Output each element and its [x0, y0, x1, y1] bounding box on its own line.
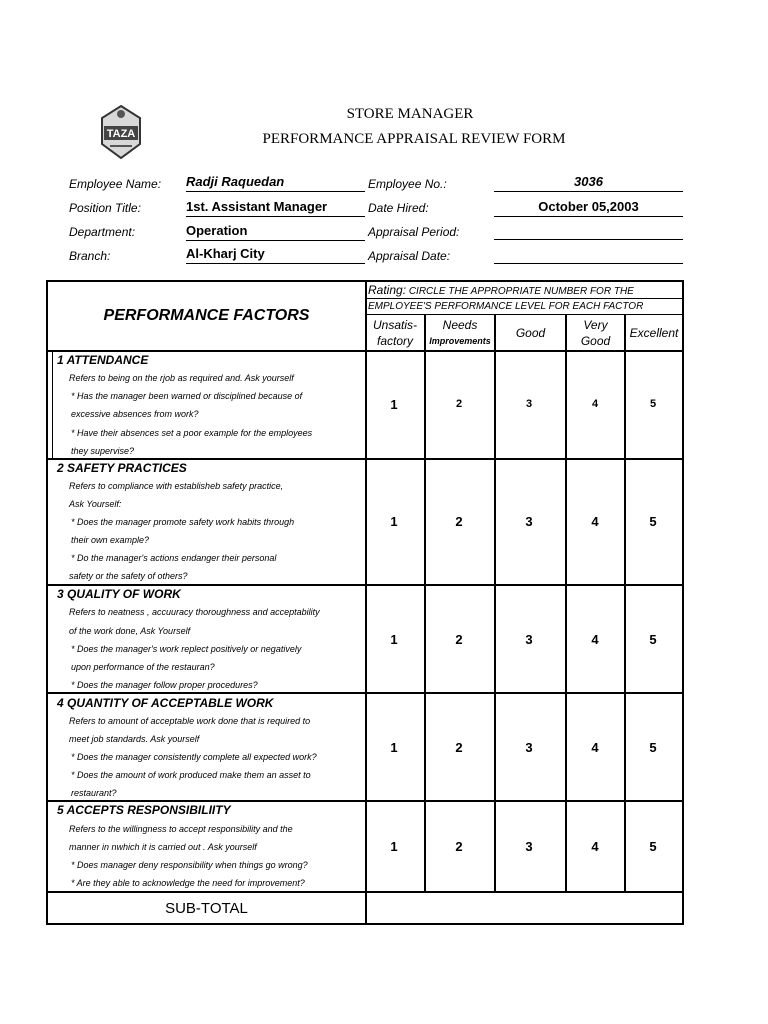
factor-desc-line: Refers to compliance with establisheb safety practice, [69, 481, 284, 491]
factor-desc-line: manner in nwhich it is carried out . Ask yourself [69, 842, 257, 852]
rating-option[interactable]: 1 [390, 740, 398, 755]
col-head-unsatisfactory: Unsatis- factory [372, 318, 417, 348]
rating-option[interactable]: 2 [455, 398, 463, 410]
performance-factors-heading: PERFORMANCE FACTORS [103, 307, 310, 324]
appraisal-period-value[interactable] [494, 222, 683, 240]
factor-desc-line: * Does the manager follow proper procedures? [71, 680, 258, 690]
factor-desc-line: Refers to amount of acceptable work done that is required to [69, 716, 311, 726]
rating-option[interactable]: 1 [390, 514, 398, 529]
row1-inner-border [52, 352, 53, 458]
factor-desc-line: safety or the safety of others? [69, 571, 188, 581]
rating-option[interactable]: 4 [591, 740, 599, 755]
factor-desc-line: * Has the manager been warned or disciplined because of [71, 391, 303, 401]
rating-option[interactable]: 5 [649, 740, 657, 755]
logo-text: TAZA [106, 128, 136, 140]
rating-option[interactable]: 2 [455, 632, 463, 647]
rating-option[interactable]: 4 [591, 839, 599, 854]
rating-option[interactable]: 4 [591, 514, 599, 529]
factor-title: 2 SAFETY PRACTICES [57, 461, 187, 475]
col-divider-3 [565, 314, 567, 893]
col-divider-factors [365, 280, 367, 925]
company-logo [96, 104, 146, 160]
factor-desc-line: * Does the manager consistently complete all expected work? [71, 752, 317, 762]
factor-desc-line: meet job standards. Ask yourself [69, 734, 200, 744]
rating-option[interactable]: 5 [649, 839, 657, 854]
form-title-line2: PERFORMANCE APPRAISAL REVIEW FORM [262, 131, 566, 147]
factor-desc-line: * Does the amount of work produced make them an asset to [71, 770, 311, 780]
rating-option[interactable]: 3 [525, 632, 533, 647]
factor-desc-line: Refers to being on the rjob as required and. Ask yourself [69, 373, 294, 383]
factor-desc-line: * Are they able to acknowledge the need for improvement? [71, 878, 305, 888]
subtotal-value-cell[interactable] [367, 893, 682, 923]
position-title-value[interactable]: 1st. Assistant Manager [186, 199, 365, 217]
rating-option[interactable]: 1 [390, 632, 398, 647]
branch-value[interactable]: Al-Kharj City [186, 246, 365, 264]
factor-desc-line: restaurant? [71, 788, 117, 798]
branch-label: Branch: [69, 249, 111, 263]
factor-desc-line: Refers to the willingness to accept responsibility and the [69, 824, 293, 834]
header-bottom-line [46, 350, 684, 352]
rating-instruction-line2: EMPLOYEE'S PERFORMANCE LEVEL FOR EACH FACTOR [368, 301, 644, 312]
factor-desc-line: excessive absences from work? [71, 409, 199, 419]
appraisal-period-label: Appraisal Period: [368, 225, 460, 239]
factor-desc-line: * Does the manager promote safety work habits through [71, 517, 295, 527]
col-head-good: Good [515, 326, 546, 340]
rating-option[interactable]: 2 [455, 740, 463, 755]
employee-name-value[interactable]: Radji Raquedan [186, 174, 365, 192]
col-head-excellent: Excellent [629, 326, 679, 340]
factor-desc-line: their own example? [71, 535, 150, 545]
rating-option[interactable]: 1 [390, 839, 398, 854]
rating-option[interactable]: 2 [455, 839, 463, 854]
col-head-very-good: Very Good [580, 318, 611, 348]
employee-no-label: Employee No.: [368, 177, 447, 191]
row-separator-1 [46, 458, 684, 460]
factor-desc-line: upon performance of the restauran? [71, 662, 215, 672]
row-separator-3 [46, 692, 684, 694]
rating-divider-2 [365, 314, 684, 315]
rating-divider-1 [365, 298, 684, 299]
factor-desc-line: * Does manager deny responsibility when things go wrong? [71, 860, 308, 870]
rating-option[interactable]: 4 [591, 398, 599, 410]
employee-no-value[interactable]: 3036 [494, 174, 683, 192]
row-separator-2 [46, 584, 684, 586]
factor-title: 4 QUANTITY OF ACCEPTABLE WORK [57, 696, 274, 710]
col-head-needs-improvement: Needs Improvements [429, 318, 491, 346]
date-hired-label: Date Hired: [368, 201, 429, 215]
factor-desc-line: Ask Yourself: [69, 499, 122, 509]
factor-title: 3 QUALITY OF WORK [57, 587, 181, 601]
rating-option[interactable]: 5 [649, 514, 657, 529]
rating-option[interactable]: 2 [455, 514, 463, 529]
col-divider-4 [624, 314, 626, 893]
factor-desc-line: * Do the manager's actions endanger their personal [71, 553, 277, 563]
rating-instruction-line1: Rating: CIRCLE THE APPROPRIATE NUMBER FOR THE [368, 283, 634, 297]
appraisal-date-label: Appraisal Date: [368, 249, 451, 263]
factor-desc-line: * Have their absences set a poor example for the employees [71, 428, 313, 438]
appraisal-date-value[interactable] [494, 246, 683, 264]
rating-option[interactable]: 5 [649, 398, 657, 410]
col-divider-1 [424, 314, 426, 893]
form-title-line1: STORE MANAGER [346, 106, 474, 122]
col-divider-2 [494, 314, 496, 893]
subtotal-label: SUB-TOTAL [165, 900, 248, 917]
rating-option[interactable]: 3 [525, 398, 533, 410]
factor-desc-line: Refers to neatness , accuuracy thoroughness and acceptability [69, 607, 320, 617]
rating-option[interactable]: 4 [591, 632, 599, 647]
employee-name-label: Employee Name: [69, 177, 162, 191]
factor-title: 5 ACCEPTS RESPONSIBILIITY [57, 803, 231, 817]
factor-desc-line: they supervise? [71, 446, 135, 456]
rating-option[interactable]: 3 [525, 514, 533, 529]
position-title-label: Position Title: [69, 201, 141, 215]
factor-title: 1 ATTENDANCE [57, 353, 149, 367]
date-hired-value[interactable]: October 05,2003 [494, 199, 683, 217]
department-label: Department: [69, 225, 136, 239]
row-separator-4 [46, 800, 684, 802]
factor-desc-line: of the work done, Ask Yourself [69, 626, 191, 636]
rating-option[interactable]: 3 [525, 839, 533, 854]
rating-option[interactable]: 5 [649, 632, 657, 647]
rating-option[interactable]: 3 [525, 740, 533, 755]
rating-option[interactable]: 1 [390, 397, 398, 412]
department-value[interactable]: Operation [186, 223, 365, 241]
factor-desc-line: * Does the manager's work replect positively or negatively [71, 644, 302, 654]
